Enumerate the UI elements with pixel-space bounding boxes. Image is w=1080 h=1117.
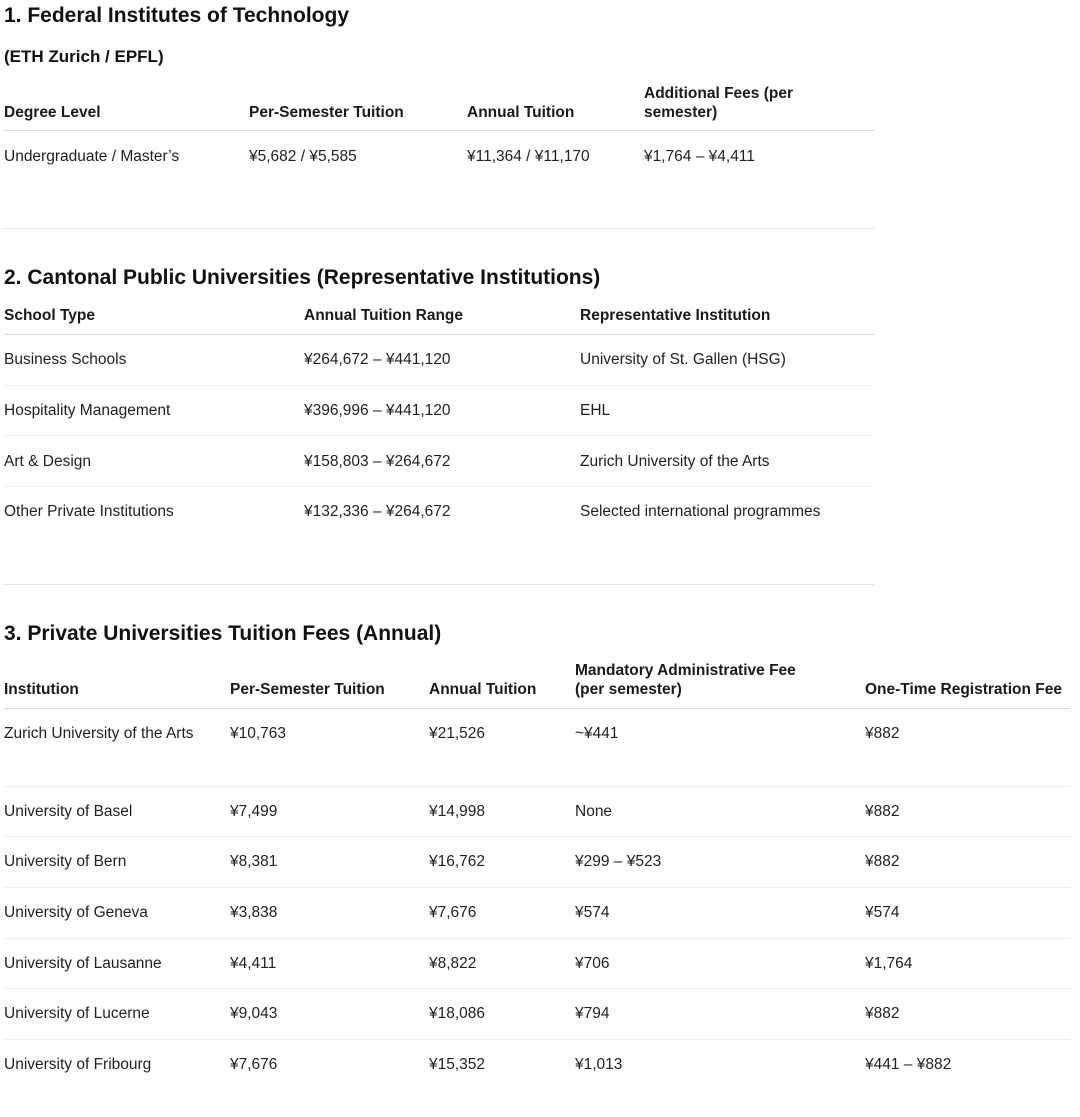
s3-row-4-registration-fee: ¥574 <box>865 904 900 921</box>
s3-row-1-registration-fee: ¥882 <box>865 725 900 742</box>
s2-row-4-institution: Selected international programmes <box>580 503 821 520</box>
s3-row-7-institution: University of Fribourg <box>4 1056 152 1073</box>
section-2-title: 2. Cantonal Public Universities (Representative Institutions) <box>4 266 601 289</box>
s3-row-1-institution: Zurich University of the Arts <box>4 725 194 742</box>
s3-header-per-semester-tuition: Per-Semester Tuition <box>230 681 385 698</box>
s3-row-7-annual: ¥15,352 <box>429 1056 486 1073</box>
s3-row-4-admin-fee: ¥574 <box>575 904 610 921</box>
s1-header-divider <box>4 130 874 131</box>
section-3-title: 3. Private Universities Tuition Fees (Annual) <box>4 622 442 645</box>
section-1-title: 1. Federal Institutes of Technology <box>4 4 349 27</box>
s3-row-2-admin-fee: None <box>575 803 613 820</box>
s3-row-2-annual: ¥14,998 <box>429 803 486 820</box>
s2-row-2-tuition-range: ¥396,996 – ¥441,120 <box>304 402 451 419</box>
s3-row-6-admin-fee: ¥794 <box>575 1005 610 1022</box>
s3-row-divider <box>4 938 1070 939</box>
s1-row-1-per-semester: ¥5,682 / ¥5,585 <box>249 148 357 165</box>
s1-row-1-degree-level: Undergraduate / Master’s <box>4 148 180 165</box>
s2-header-annual-tuition-range: Annual Tuition Range <box>304 307 464 324</box>
s3-row-divider <box>4 1039 1070 1040</box>
s1-header-additional-fees: Additional Fees (per semester) <box>644 85 793 121</box>
s1-header-annual-tuition: Annual Tuition <box>467 104 575 121</box>
s2-row-3-school-type: Art & Design <box>4 453 92 470</box>
s3-row-6-institution: University of Lucerne <box>4 1005 150 1022</box>
s3-row-6-registration-fee: ¥882 <box>865 1005 900 1022</box>
s3-header-admin-fee: Mandatory Administrative Fee (per semester) <box>575 662 796 698</box>
s3-header-divider <box>4 708 1070 709</box>
s1-header-degree-level: Degree Level <box>4 104 101 121</box>
s1-header-per-semester-tuition: Per-Semester Tuition <box>249 104 404 121</box>
s3-row-6-annual: ¥18,086 <box>429 1005 486 1022</box>
s2-row-4-tuition-range: ¥132,336 – ¥264,672 <box>304 503 451 520</box>
s2-row-1-tuition-range: ¥264,672 – ¥441,120 <box>304 351 451 368</box>
s3-row-1-per-semester: ¥10,763 <box>230 725 287 742</box>
s3-row-divider <box>4 988 1070 989</box>
s3-row-1-admin-fee: ~¥441 <box>575 725 619 742</box>
s2-header-school-type: School Type <box>4 307 96 324</box>
s3-row-5-admin-fee: ¥706 <box>575 955 610 972</box>
s3-row-3-annual: ¥16,762 <box>429 853 486 870</box>
s2-row-2-institution: EHL <box>580 402 611 419</box>
s3-header-annual-tuition: Annual Tuition <box>429 681 537 698</box>
s2-row-1-institution: University of St. Gallen (HSG) <box>580 351 786 368</box>
s3-row-divider <box>4 836 1070 837</box>
section-separator-1 <box>4 228 874 229</box>
s3-row-3-per-semester: ¥8,381 <box>230 853 278 870</box>
s3-row-7-admin-fee: ¥1,013 <box>575 1056 623 1073</box>
s2-header-representative-institution: Representative Institution <box>580 307 771 324</box>
s3-row-5-per-semester: ¥4,411 <box>230 955 277 972</box>
s3-row-3-registration-fee: ¥882 <box>865 853 900 870</box>
s3-row-3-institution: University of Bern <box>4 853 127 870</box>
s3-row-5-institution: University of Lausanne <box>4 955 162 972</box>
s2-header-divider <box>4 334 874 335</box>
s3-row-divider <box>4 887 1070 888</box>
s3-row-6-per-semester: ¥9,043 <box>230 1005 278 1022</box>
s1-row-1-additional-fees: ¥1,764 – ¥4,411 <box>644 148 755 165</box>
section-separator-2 <box>4 584 874 585</box>
s3-row-4-per-semester: ¥3,838 <box>230 904 278 921</box>
s3-row-1-annual: ¥21,526 <box>429 725 486 742</box>
s3-row-2-registration-fee: ¥882 <box>865 803 900 820</box>
s2-row-3-institution: Zurich University of the Arts <box>580 453 770 470</box>
s3-row-2-per-semester: ¥7,499 <box>230 803 278 820</box>
s2-row-1-school-type: Business Schools <box>4 351 127 368</box>
s3-header-registration-fee: One-Time Registration Fee <box>865 681 1062 698</box>
s3-row-5-registration-fee: ¥1,764 <box>865 955 913 972</box>
s1-row-1-annual: ¥11,364 / ¥11,170 <box>467 148 590 165</box>
s3-row-5-annual: ¥8,822 <box>429 955 477 972</box>
section-1-subtitle: (ETH Zurich / EPFL) <box>4 47 164 66</box>
s3-row-4-institution: University of Geneva <box>4 904 148 921</box>
s2-row-4-school-type: Other Private Institutions <box>4 503 174 520</box>
s3-header-institution: Institution <box>4 681 79 698</box>
s3-row-2-institution: University of Basel <box>4 803 133 820</box>
s3-row-3-admin-fee: ¥299 – ¥523 <box>575 853 662 870</box>
s3-row-7-registration-fee: ¥441 – ¥882 <box>865 1056 952 1073</box>
s2-row-3-tuition-range: ¥158,803 – ¥264,672 <box>304 453 451 470</box>
s2-row-2-school-type: Hospitality Management <box>4 402 171 419</box>
s3-row-4-annual: ¥7,676 <box>429 904 477 921</box>
s3-row-7-per-semester: ¥7,676 <box>230 1056 278 1073</box>
s3-row-divider <box>4 786 1070 787</box>
s2-row-divider <box>4 385 874 386</box>
s2-row-divider <box>4 435 874 436</box>
s2-row-divider <box>4 486 874 487</box>
